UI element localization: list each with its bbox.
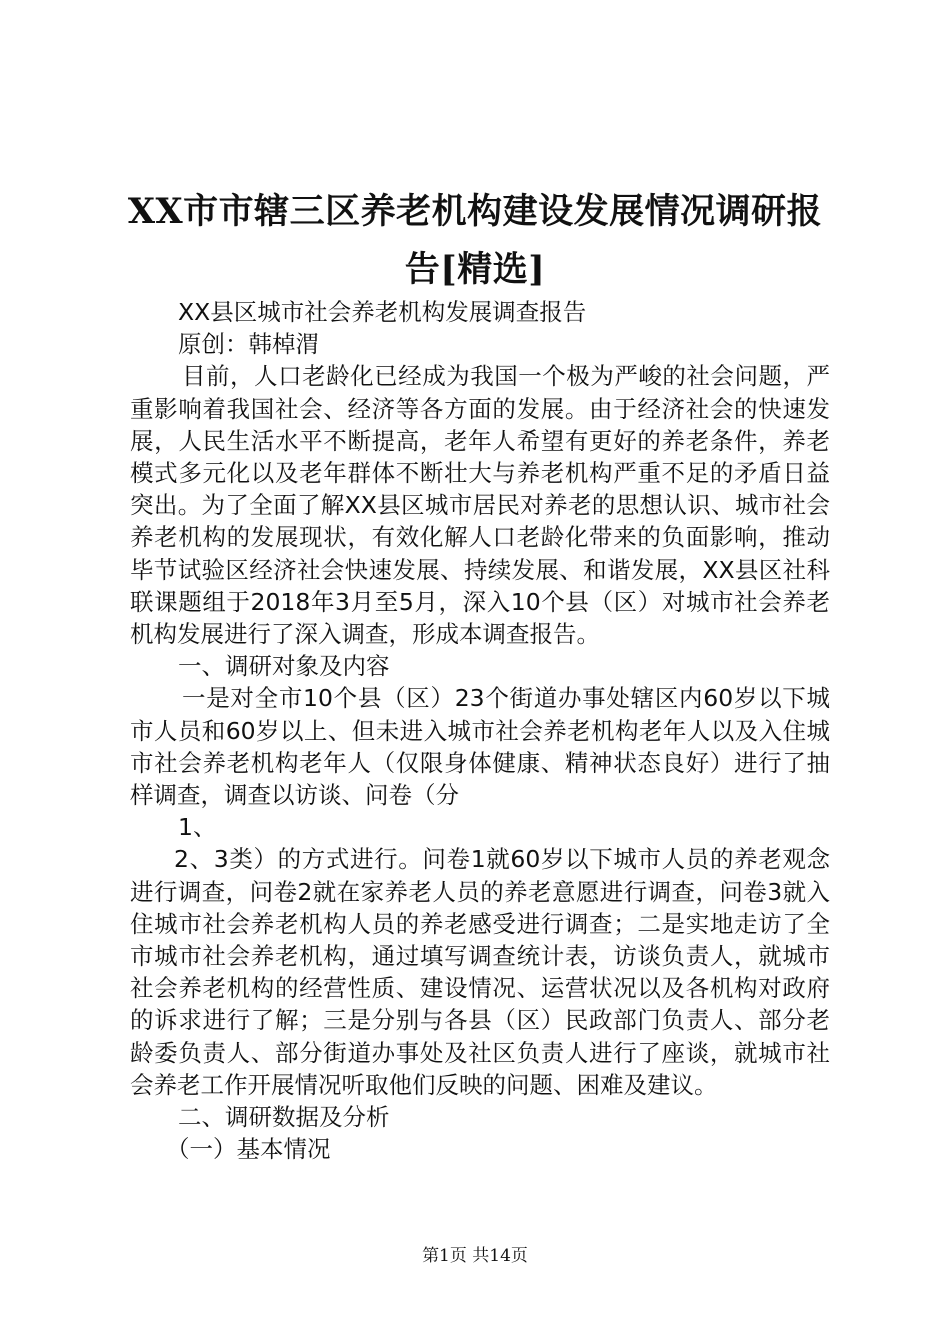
body-paragraph-2: 2、3类）的方式进行。问卷1就60岁以下城市人员的养老观念进行调查，问卷2就在家养老人员的养老意愿进行调查，问卷3就入住城市社会养老机构人员的养老感受进行调查；二是实地走访了全市城市社会养老机构，通过填写调查统计表，访谈负责人，就城市社会养老机构的经营性质、建设情况、运营状况以及各机构对政府的诉求进行了解；三是分别与各县（区）民政部门负责人、部分老龄委负责人、部分街道办事处及社区负责人进行了座谈，就城市社会养老工作开展情况听取他们反映的问题、困难及建议。	[130, 845, 830, 1099]
section-heading-2: 二、调研数据及分析	[178, 1103, 390, 1132]
author-line: 原创：韩棹渭	[178, 330, 319, 359]
section-heading-1: 一、调研对象及内容	[178, 652, 390, 681]
document-body	[130, 296, 830, 1165]
report-subtitle: XX县区城市社会养老机构发展调查报告	[178, 298, 587, 326]
document-title-line2: 告[精选]	[404, 249, 546, 290]
page-footer: 第1页 共14页	[422, 1246, 528, 1266]
body-paragraph-1: 一是对全市10个县（区）23个街道办事处辖区内60岁以下城市人员和60岁以上、但未进入城市社会养老机构老年人以及入住城市社会养老机构老年人（仅限身体健康、精神状态良好）进行了抽样调查，调查以访谈、问卷（分	[130, 684, 830, 810]
subsection-heading-1: （一）基本情况	[166, 1135, 331, 1164]
list-fragment: 1、	[178, 813, 217, 842]
body-paragraph-intro: 目前，人口老龄化已经成为我国一个极为严峻的社会问题，严重影响着我国社会、经济等各方面的发展。由于经济社会的快速发展，人民生活水平不断提高，老年人希望有更好的养老条件，养老模式多元化以及老年群体不断壮大与养老机构严重不足的矛盾日益突出。为了全面了解XX县区城市居民对养老的思想认识、城市社会养老机构的发展现状，有效化解人口老龄化带来的负面影响，推动毕节试验区经济社会快速发展、持续发展、和谐发展，XX县区社科联课题组于2018年3月至5月，深入10个县（区）对城市社会养老机构发展进行了深入调查，形成本调查报告。	[130, 362, 830, 649]
document-title-line1: XX市市辖三区养老机构建设发展情况调研报	[127, 191, 823, 232]
